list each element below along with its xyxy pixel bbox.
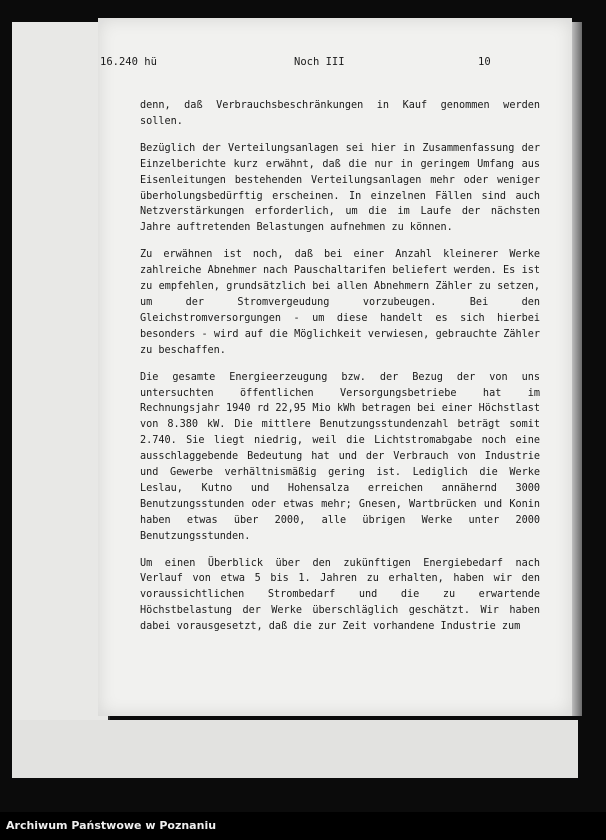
section-label: Noch III	[294, 56, 345, 68]
paragraph: denn, daß Verbrauchsbeschränkungen in Kauf genommen werden sollen.	[140, 100, 540, 127]
paragraph: Bezüglich der Verteilungsanlagen sei hier in Zusammenfassung der Einzelberichte kurz erwähnt, daß die nur in geringem Umfang aus Eisenleitungen bestehenden Verteilungsanlagen mehr oder weniger überholungsbedürftig erscheinen. In einzelnen Fällen sind auch Netzverstärkungen erforderlich, um die im Laufe der nächsten Jahre auftretenden Belastungen aufnehmen zu können.	[140, 142, 540, 234]
bottom-sheet	[12, 720, 578, 778]
archive-name: Archiwum Państwowe w Poznaniu	[6, 819, 217, 832]
reference-number: 16.240 hü	[100, 56, 157, 68]
paragraph: Um einen Überblick über den zukünftigen Energiebedarf nach Verlauf von etwa 5 bis 1. Jahren zu erhalten, haben wir den voraussichtlichen Strombedarf und die zu erwartende Höchstbelastung der Werke überschläglich geschätzt. Wir haben dabei vorausgesetzt, daß die zur Zeit vorhandene Industrie zum	[140, 557, 540, 633]
document-body	[140, 98, 540, 646]
paragraph: Die gesamte Energieerzeugung bzw. der Bezug der von uns untersuchten öffentlichen Versorgungsbetriebe hat im Rechnungsjahr 1940 rd 22,95 Mio kWh betragen bei einer Höchstlast von 8.380 kW. Die mittlere Benutzungsstundenzahl beträgt somit 2.740. Sie liegt niedrig, weil die Lichtstromabgabe noch eine ausschlaggebende Bedeutung hat und der Verbrauch von Industrie und Gewerbe verhältnismäßig gering ist. Lediglich die Werke Leslau, Kutno und Hohensalza erreichen annähernd 3000 Benutzungsstunden oder etwas mehr; Gnesen, Wartbrücken und Konin haben etwas über 2000, alle übrigen Werke unter 2000 Benutzungsstunden.	[140, 371, 540, 542]
archive-footer	[0, 812, 606, 840]
page-number: 10	[478, 56, 491, 68]
paragraph: Zu erwähnen ist noch, daß bei einer Anzahl kleinerer Werke zahlreiche Abnehmer nach Pauschaltarifen beliefert werden. Es ist zu empfehlen, grundsätzlich bei allen Abnehmern Zähler zu setzen, um der Stromvergeudung vorzubeugen. Bei den Gleichstromversorgungen - um diese handelt es sich hierbei besonders - wird auf die Möglichkeit verwiesen, gebrauchte Zähler zu beschaffen.	[140, 249, 540, 356]
underlying-sheet	[12, 22, 110, 722]
page-header	[100, 56, 500, 70]
page-edge	[572, 22, 582, 716]
